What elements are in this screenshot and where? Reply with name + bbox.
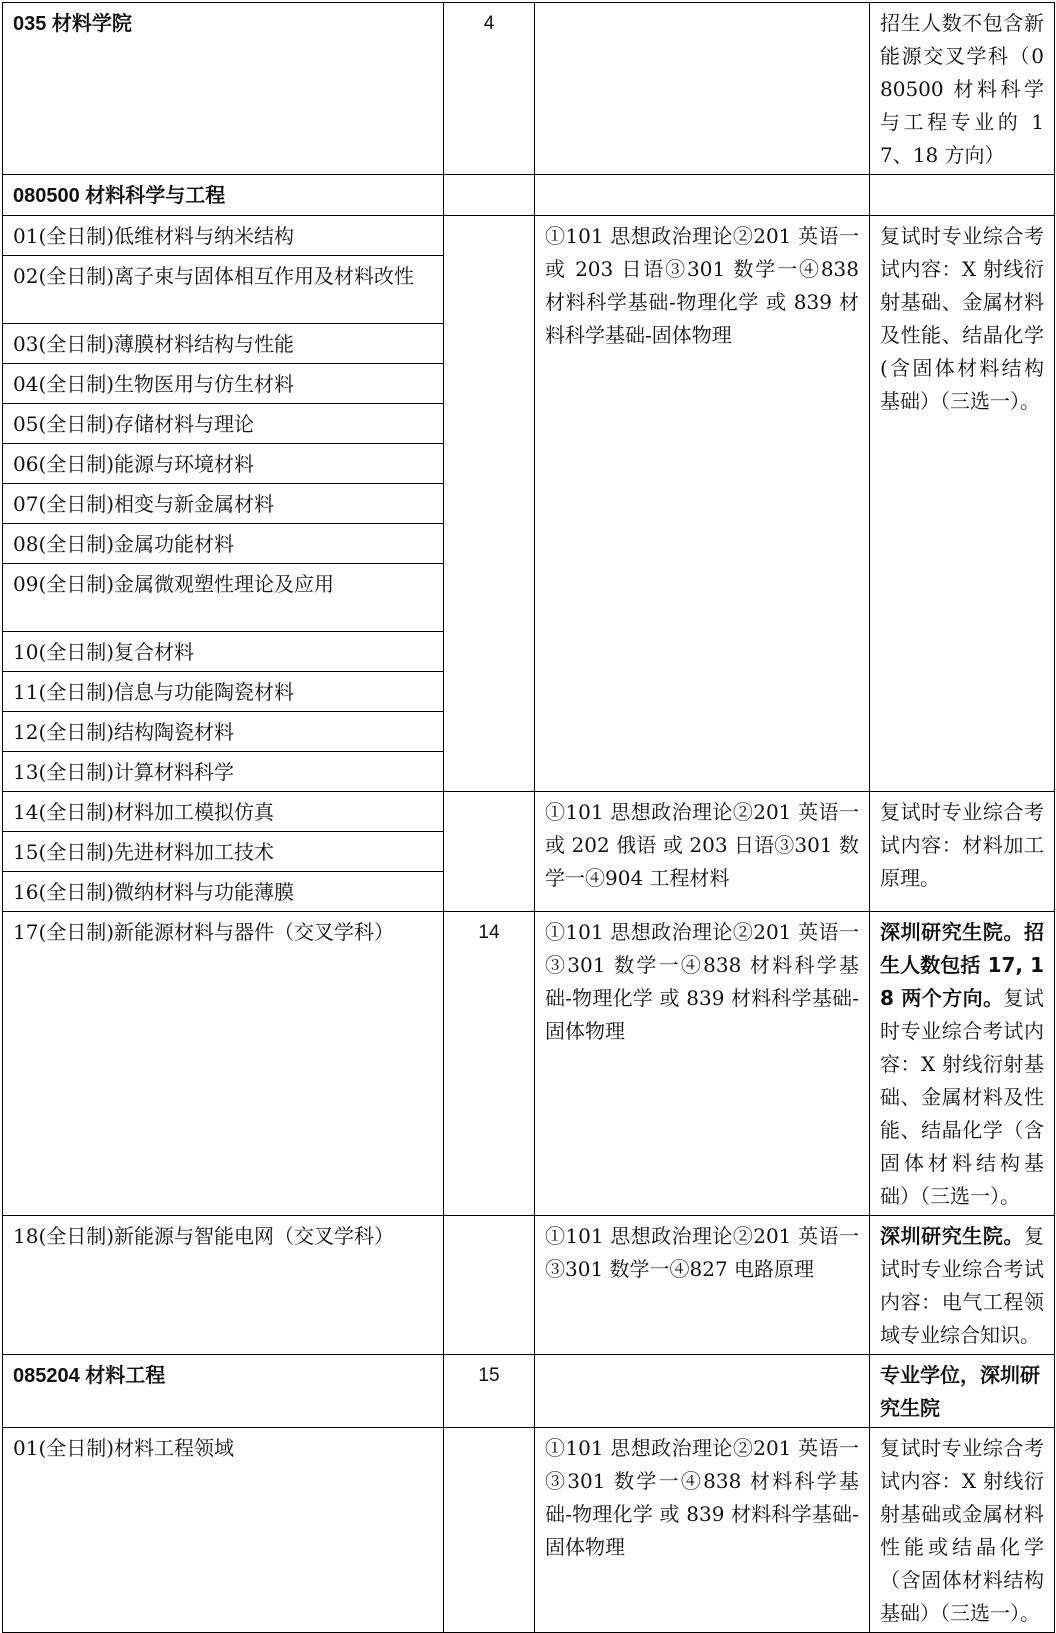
major-note-085204 bbox=[870, 1355, 1055, 1428]
admissions-table bbox=[2, 2, 1055, 1633]
major-exams-080500 bbox=[535, 175, 870, 216]
direction-01: 01(全日制)低维材料与纳米结构 bbox=[3, 216, 444, 256]
major-name-080500 bbox=[3, 175, 444, 216]
direction-09: 09(全日制)金属微观塑性理论及应用 bbox=[3, 564, 444, 632]
direction-17-exams: ①101 思想政治理论②201 英语一③301 数学一④838 材料科学基础-物理化学 或 839 材料科学基础-固体物理 bbox=[535, 912, 870, 1216]
direction-13: 13(全日制)计算材料科学 bbox=[3, 752, 444, 792]
direction-15: 15(全日制)先进材料加工技术 bbox=[3, 832, 444, 872]
direction-16: 16(全日制)微纳材料与功能薄膜 bbox=[3, 872, 444, 912]
direction-18-note bbox=[870, 1216, 1055, 1355]
group2-count bbox=[444, 792, 535, 912]
direction-14: 14(全日制)材料加工模拟仿真 bbox=[3, 792, 444, 832]
direction-10: 10(全日制)复合材料 bbox=[3, 632, 444, 672]
me-direction-01-exams: ①101 思想政治理论②201 英语一③301 数学一④838 材料科学基础-物理化学 或 839 材料科学基础-固体物理 bbox=[535, 1428, 870, 1633]
group2-note: 复试时专业综合考试内容：材料加工原理。 bbox=[870, 792, 1055, 912]
direction-17-note-bold: 深圳研究生院。招生人数包括 17, 18 两个方向。 bbox=[880, 920, 1044, 1010]
major-label-085204: 085204 材料工程 bbox=[13, 1365, 166, 1387]
direction-17: 17(全日制)新能源材料与器件（交叉学科） bbox=[3, 912, 444, 1216]
group2-exams: ①101 思想政治理论②201 英语一 或 202 俄语 或 203 日语③301 数学一④904 工程材料 bbox=[535, 792, 870, 912]
direction-08: 08(全日制)金属功能材料 bbox=[3, 524, 444, 564]
table-row bbox=[3, 1428, 1055, 1633]
direction-18: 18(全日制)新能源与智能电网（交叉学科） bbox=[3, 1216, 444, 1355]
major-exams-085204 bbox=[535, 1355, 870, 1428]
direction-17-note bbox=[870, 912, 1055, 1216]
me-direction-01-count bbox=[444, 1428, 535, 1633]
major-note-080500 bbox=[870, 175, 1055, 216]
college-label: 035 材料学院 bbox=[13, 13, 132, 35]
group1-exams: ①101 思想政治理论②201 英语一 或 203 日语③301 数学一④838 材料科学基础-物理化学 或 839 材料科学基础-固体物理 bbox=[535, 216, 870, 792]
major-row-080500 bbox=[3, 175, 1055, 216]
direction-06: 06(全日制)能源与环境材料 bbox=[3, 444, 444, 484]
major-name-085204 bbox=[3, 1355, 444, 1428]
major-note-085204-bold: 专业学位，深圳研究生院 bbox=[880, 1363, 1040, 1420]
college-count: 4 bbox=[444, 3, 535, 175]
college-exams bbox=[535, 3, 870, 175]
me-direction-01: 01(全日制)材料工程领域 bbox=[3, 1428, 444, 1633]
table-row bbox=[3, 216, 1055, 256]
major-row-085204 bbox=[3, 1355, 1055, 1428]
direction-12: 12(全日制)结构陶瓷材料 bbox=[3, 712, 444, 752]
direction-03: 03(全日制)薄膜材料结构与性能 bbox=[3, 324, 444, 364]
college-row bbox=[3, 3, 1055, 175]
me-direction-01-note: 复试时专业综合考试内容：X 射线衍射基础或金属材料性能或结晶化学（含固体材料结构基础）（三选一）。 bbox=[870, 1428, 1055, 1633]
direction-11: 11(全日制)信息与功能陶瓷材料 bbox=[3, 672, 444, 712]
direction-04: 04(全日制)生物医用与仿生材料 bbox=[3, 364, 444, 404]
direction-17-count: 14 bbox=[444, 912, 535, 1216]
major-count-085204: 15 bbox=[444, 1355, 535, 1428]
group1-note: 复试时专业综合考试内容：X 射线衍射基础、金属材料及性能、结晶化学(含固体材料结构基础）（三选一）。 bbox=[870, 216, 1055, 792]
direction-05: 05(全日制)存储材料与理论 bbox=[3, 404, 444, 444]
table-row bbox=[3, 1216, 1055, 1355]
direction-02: 02(全日制)离子束与固体相互作用及材料改性 bbox=[3, 256, 444, 324]
major-label-080500: 080500 材料科学与工程 bbox=[13, 185, 226, 207]
direction-07: 07(全日制)相变与新金属材料 bbox=[3, 484, 444, 524]
direction-18-exams: ①101 思想政治理论②201 英语一③301 数学一④827 电路原理 bbox=[535, 1216, 870, 1355]
table-row bbox=[3, 912, 1055, 1216]
major-count-080500 bbox=[444, 175, 535, 216]
college-note: 招生人数不包含新能源交叉学科（080500 材料科学与工程专业的 17、18 方向） bbox=[870, 3, 1055, 175]
direction-17-note-text: 复试时专业综合考试内容：X 射线衍射基础、金属材料及性能、结晶化学（含固体材料结构基础）（三选一）。 bbox=[880, 986, 1044, 1208]
group1-count bbox=[444, 216, 535, 792]
college-name bbox=[3, 3, 444, 175]
direction-18-note-text: 复试时专业综合考试内容：电气工程领域专业综合知识。 bbox=[880, 1224, 1044, 1347]
table-row bbox=[3, 792, 1055, 832]
direction-18-note-bold: 深圳研究生院。 bbox=[880, 1224, 1024, 1248]
direction-18-count bbox=[444, 1216, 535, 1355]
